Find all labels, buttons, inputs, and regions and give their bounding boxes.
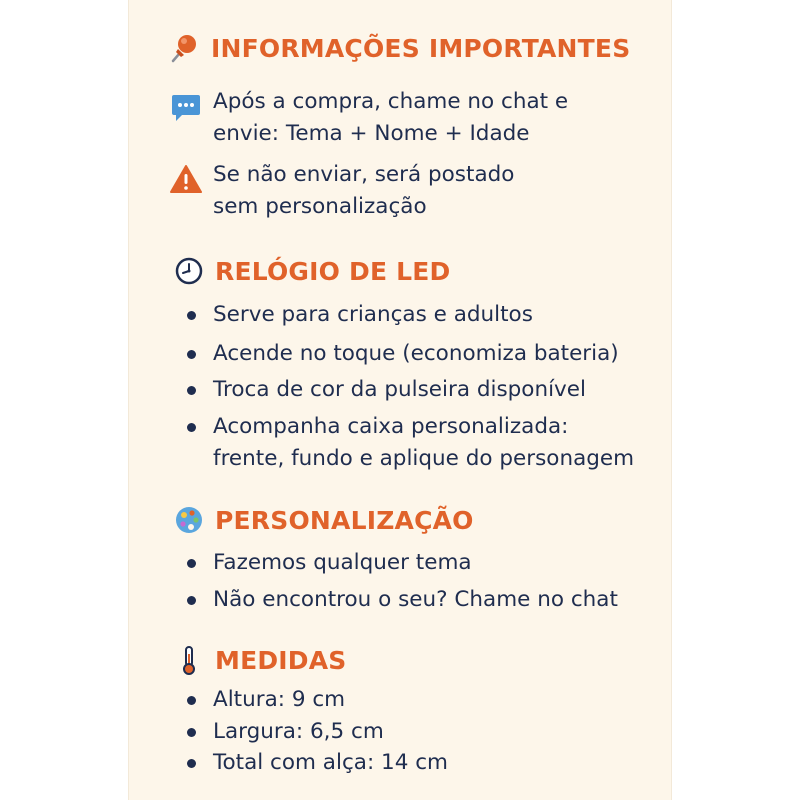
measures-bullet-1 bbox=[187, 696, 196, 705]
palette-icon bbox=[173, 504, 205, 536]
led-heading bbox=[173, 251, 451, 291]
led-title: RELÓGIO DE LED bbox=[215, 256, 451, 286]
led-item-4-continued: frente, fundo e aplique do personagem bbox=[213, 446, 635, 471]
personalization-title: PERSONALIZAÇÃO bbox=[215, 505, 474, 535]
led-item-2: Acende no toque (economiza bateria) bbox=[213, 341, 619, 366]
measures-item-1: Altura: 9 cm bbox=[213, 687, 346, 712]
led-item-1: Serve para crianças e adultos bbox=[213, 302, 533, 327]
measures-item-2: Largura: 6,5 cm bbox=[213, 719, 384, 744]
led-bullet-4 bbox=[187, 423, 196, 432]
info-heading bbox=[169, 28, 630, 68]
led-bullet-2 bbox=[187, 350, 196, 359]
info-title: INFORMAÇÕES IMPORTANTES bbox=[211, 33, 631, 63]
measures-item-3: Total com alça: 14 cm bbox=[213, 750, 448, 775]
personalization-item-1: Fazemos qualquer tema bbox=[213, 550, 472, 575]
note-chat-line-1: Após a compra, chame no chat e bbox=[213, 89, 569, 114]
thermometer-icon bbox=[173, 644, 205, 676]
measures-bullet-3 bbox=[187, 759, 196, 768]
note-chat-line-2: envie: Tema + Nome + Idade bbox=[213, 121, 530, 146]
led-item-3: Troca de cor da pulseira disponível bbox=[213, 377, 586, 402]
warning-icon bbox=[169, 162, 203, 196]
info-card bbox=[128, 0, 672, 800]
clock-icon bbox=[173, 255, 205, 287]
pushpin-icon bbox=[169, 32, 201, 64]
led-bullet-1 bbox=[187, 311, 196, 320]
measures-title: MEDIDAS bbox=[215, 645, 347, 675]
measures-bullet-2 bbox=[187, 728, 196, 737]
personalization-heading bbox=[173, 500, 474, 540]
measures-heading bbox=[173, 640, 347, 680]
personalization-item-2: Não encontrou o seu? Chame no chat bbox=[213, 587, 618, 612]
led-bullet-3 bbox=[187, 386, 196, 395]
note-warning-line-1: Se não enviar, será postado bbox=[213, 162, 515, 187]
note-warning-line-2: sem personalização bbox=[213, 194, 427, 219]
personalization-bullet-1 bbox=[187, 559, 196, 568]
personalization-bullet-2 bbox=[187, 596, 196, 605]
led-item-4: Acompanha caixa personalizada: bbox=[213, 414, 569, 439]
chat-icon bbox=[169, 90, 203, 124]
